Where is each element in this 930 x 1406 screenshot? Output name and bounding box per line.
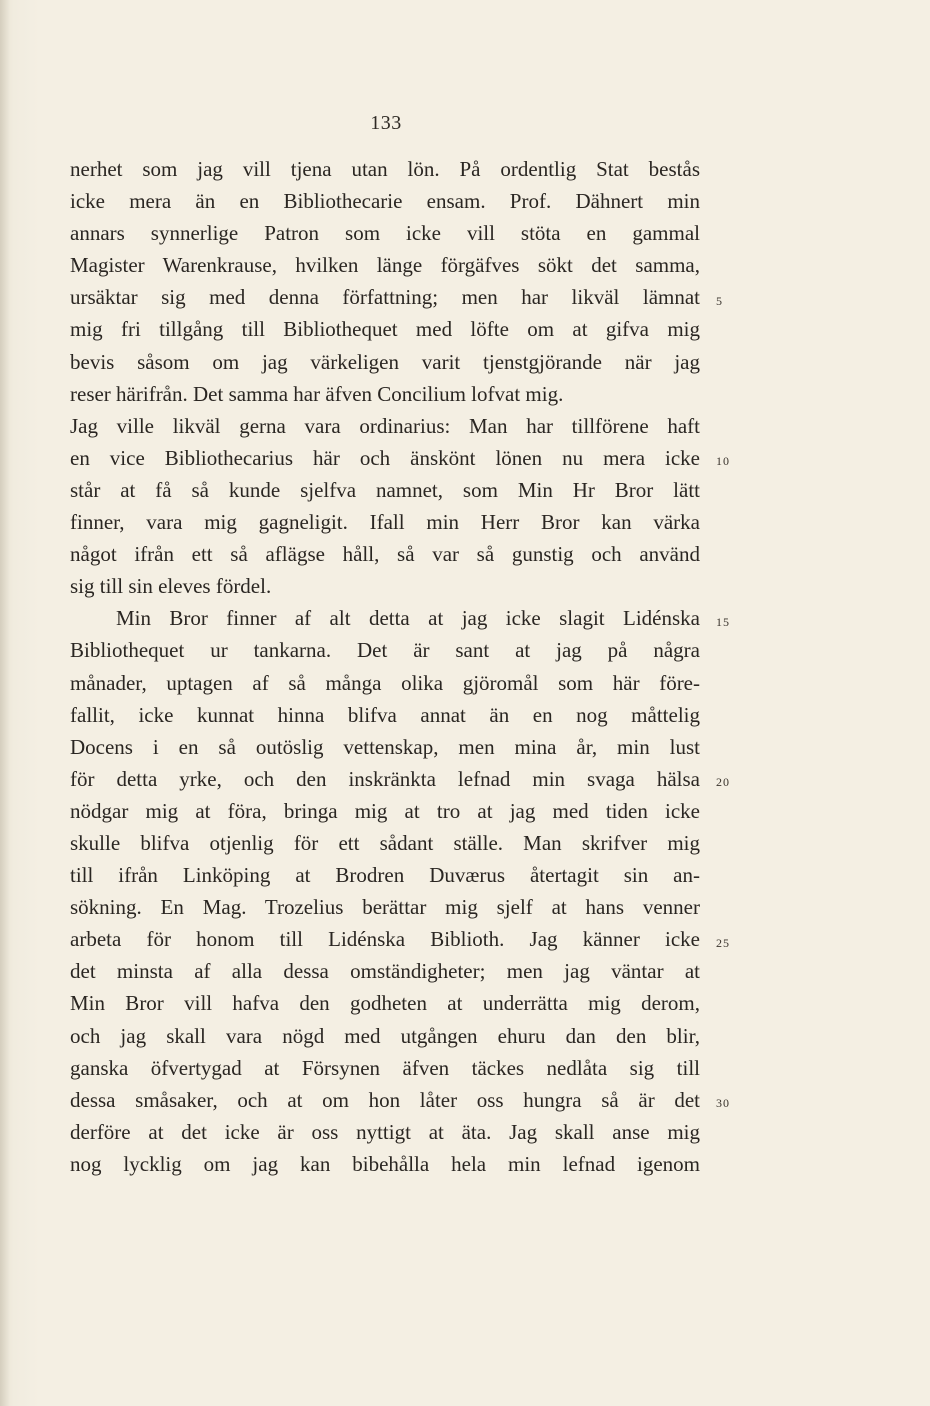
text-line: reser härifrån. Det samma har äfven Concilium lofvat mig. — [70, 381, 564, 406]
text-line: ursäktar sig med denna författning; men har likväl lämnat — [70, 285, 700, 310]
text-line: och jag skall vara nögd med utgången ehuru dan den blir, — [70, 1023, 700, 1048]
page-number: 133 — [370, 112, 402, 134]
text-line: en vice Bibliothecarius här och änskönt lönen nu mera icke — [70, 445, 700, 470]
text-line: derföre at det icke är oss nyttigt at äta. Jag skall anse mig — [70, 1119, 700, 1144]
text-line: nödgar mig at föra, bringa mig at tro at jag med tiden icke — [70, 798, 700, 823]
text-line: står at få så kunde sjelfva namnet, som Min Hr Bror lätt — [70, 477, 700, 502]
text-line: Docens i en så outöslig vettenskap, men mina år, min lust — [70, 734, 700, 759]
margin-line-number: 15 — [716, 615, 730, 629]
text-line: nerhet som jag vill tjena utan lön. På ordentlig Stat bestås — [70, 157, 700, 181]
margin-line-number: 30 — [716, 1096, 730, 1110]
gutter-shadow — [0, 0, 10, 1406]
text-line: fallit, icke kunnat hinna blifva annat än en nog måttelig — [70, 702, 700, 727]
text-line: till ifrån Linköping at Brodren Duværus återtagit sin an- — [70, 863, 700, 888]
text-line: Jag ville likväl gerna vara ordinarius: Man har tillförene haft — [70, 413, 700, 438]
text-line: Min Bror vill hafva den godheten at underrätta mig derom, — [70, 991, 700, 1016]
text-line: nog lycklig om jag kan bibehålla hela min lefnad igenom — [70, 1151, 700, 1176]
text-line: sökning. En Mag. Trozelius berättar mig sjelf at hans venner — [70, 895, 700, 920]
text-line: för detta yrke, och den inskränkta lefnad min svaga hälsa — [70, 766, 700, 791]
text-line: icke mera än en Bibliothecarie ensam. Prof. Dähnert min — [70, 189, 700, 214]
text-line: Bibliothequet ur tankarna. Det är sant at jag på några — [70, 638, 700, 663]
text-line: något ifrån ett så aflägse håll, så var så gunstig och använd — [70, 542, 700, 567]
text-line: sig till sin eleves fördel. — [70, 574, 272, 599]
text-line: ganska öfvertygad at Försynen äfven täckes nedlåta sig till — [70, 1055, 700, 1080]
margin-line-number: 10 — [716, 454, 730, 468]
body-text — [70, 153, 700, 1180]
text-line: månader, uptagen af så många olika gjöromål som här före- — [70, 670, 700, 695]
text-line: Min Bror finner af alt detta at jag icke slagit Lidénska — [116, 606, 700, 631]
margin-line-number: 25 — [716, 936, 730, 950]
text-line: dessa småsaker, och at om hon låter oss hungra så är det — [70, 1087, 700, 1112]
text-line: arbeta för honom till Lidénska Biblioth. Jag känner icke — [70, 927, 700, 952]
text-line: finner, vara mig gagneligit. Ifall min Herr Bror kan värka — [70, 510, 700, 535]
text-line: mig fri tillgång till Bibliothequet med löfte om at gifva mig — [70, 317, 700, 342]
margin-line-number: 20 — [716, 775, 730, 789]
text-line: annars synnerlige Patron som icke vill stöta en gammal — [70, 221, 700, 246]
text-line: Magister Warenkrause, hvilken länge förgäfves sökt det samma, — [70, 253, 700, 278]
text-line: bevis såsom om jag värkeligen varit tjenstgjörande när jag — [70, 349, 700, 374]
text-line: det minsta af alla dessa omständigheter; men jag väntar at — [70, 959, 700, 984]
text-line: skulle blifva otjenlig för ett sådant ställe. Man skrifver mig — [70, 830, 700, 855]
margin-line-number: 5 — [716, 294, 723, 308]
